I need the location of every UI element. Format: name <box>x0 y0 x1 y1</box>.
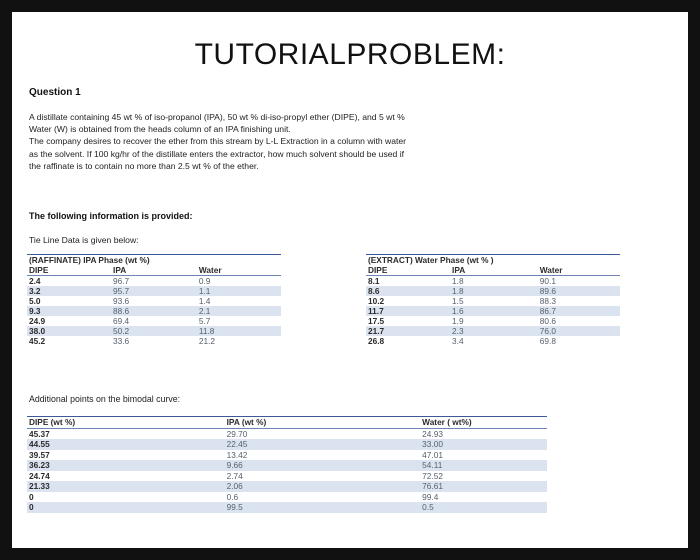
table-cell: 89.6 <box>538 286 620 296</box>
table-cell: 88.3 <box>539 296 556 306</box>
table-cell: 2.4 <box>29 276 41 286</box>
table-cell: 17.5 <box>368 316 385 326</box>
table-row <box>27 460 547 471</box>
table-row <box>27 276 281 287</box>
table-row <box>27 481 547 492</box>
table-caption: (RAFFINATE) IPA Phase (wt %) <box>27 255 281 266</box>
table-cell: 96.7 <box>113 276 130 286</box>
column-header: IPA (wt %) <box>225 417 421 429</box>
table-cell: 13.42 <box>226 449 248 460</box>
table-row <box>366 296 620 306</box>
table-cell: 2.06 <box>225 481 421 492</box>
table-row <box>27 296 281 306</box>
column-header: Water <box>538 265 620 276</box>
table-cell: 11.7 <box>366 306 450 316</box>
table-cell: 0.6 <box>226 491 239 502</box>
table-row <box>27 439 547 450</box>
table-row <box>27 316 281 326</box>
table-row <box>27 450 547 461</box>
table-cell: 2.74 <box>226 470 243 481</box>
table-row <box>27 286 281 296</box>
table-cell: 44.55 <box>27 439 225 450</box>
table-cell: 21.2 <box>198 336 216 346</box>
table-cell: 1.4 <box>198 296 211 306</box>
table-cell: 80.6 <box>539 316 556 326</box>
table-cell: 21.7 <box>366 326 450 336</box>
table-cell: 2.3 <box>450 326 538 336</box>
table-cell: 76.61 <box>420 481 547 492</box>
table-row <box>27 502 547 513</box>
problem-line: Water (W) is obtained from the heads column of an IPA finishing unit. <box>29 124 291 135</box>
table-cell: 45.37 <box>29 428 50 439</box>
table-row <box>27 428 547 439</box>
table-cell: 45.2 <box>29 336 46 346</box>
table-cell: 0.5 <box>420 502 547 513</box>
table-cell: 24.93 <box>422 428 443 439</box>
column-header: IPA <box>450 265 538 276</box>
table-cell: 50.2 <box>111 326 197 336</box>
table-row <box>27 336 281 346</box>
table-row <box>27 471 547 482</box>
column-header: IPA <box>111 265 197 276</box>
table-row <box>366 316 620 326</box>
table-cell: 11.8 <box>197 326 281 336</box>
table-cell: 29.70 <box>226 428 248 439</box>
table-cell: 33.6 <box>113 336 130 346</box>
table-cell: 3.2 <box>27 286 111 296</box>
table-caption: (EXTRACT) Water Phase (wt % ) <box>366 255 620 266</box>
table-row <box>366 286 620 296</box>
table-cell: 22.45 <box>225 439 421 450</box>
column-header: DIPE <box>366 265 450 276</box>
problem-line: the raffinate is to contain no more than 2.5 wt % of the ether. <box>29 160 259 171</box>
table-cell: 1.8 <box>452 276 464 286</box>
table-row <box>366 326 620 336</box>
table-cell: 54.11 <box>420 460 547 471</box>
table-cell: 8.6 <box>366 286 450 296</box>
table-cell: 90.1 <box>539 276 556 286</box>
table-cell: 5.7 <box>198 316 211 326</box>
table-cell: 8.1 <box>368 276 380 286</box>
table-cell: 3.4 <box>452 336 464 346</box>
table-cell: 26.8 <box>368 336 385 346</box>
table-cell: 86.7 <box>538 306 620 316</box>
table-cell: 9.66 <box>225 460 421 471</box>
column-header: Water ( wt%) <box>420 417 547 429</box>
column-header: Water <box>197 265 281 276</box>
column-header: DIPE (wt %) <box>27 417 225 429</box>
raffinate-table <box>27 254 281 346</box>
problem-statement <box>29 111 659 172</box>
table-row <box>366 336 620 346</box>
table-cell: 99.4 <box>422 491 439 502</box>
table-cell: 10.2 <box>368 296 385 306</box>
table-row <box>27 492 547 503</box>
question-heading: Question 1 <box>29 87 81 98</box>
table-cell: 38.0 <box>27 326 111 336</box>
table-cell: 88.6 <box>111 306 197 316</box>
problem-line: The company desires to recover the ether from this stream by L-L Extraction in a column with water <box>29 136 407 147</box>
table-cell: 1.9 <box>452 316 464 326</box>
problem-line: A distillate containing 45 wt % of iso-propanol (IPA), 50 wt % di-iso-propyl ether (DIPE), and 5 wt % <box>29 112 405 122</box>
table-cell: 1.5 <box>452 296 464 306</box>
table-row <box>366 306 620 316</box>
table-cell: 9.3 <box>27 306 111 316</box>
table-cell: 5.0 <box>29 296 41 306</box>
bimodal-label: Additional points on the bimodal curve: <box>29 394 181 404</box>
table-cell: 0 <box>27 502 225 513</box>
table-cell: 0.9 <box>198 276 211 286</box>
table-cell: 93.6 <box>113 296 130 306</box>
table-cell: 24.74 <box>29 470 50 481</box>
table-cell: 24.9 <box>29 316 46 326</box>
table-cell: 1.1 <box>197 286 281 296</box>
table-cell: 1.8 <box>450 286 538 296</box>
table-cell: 33.00 <box>420 439 547 450</box>
table-cell: 99.5 <box>225 502 421 513</box>
info-heading: The following information is provided: <box>29 211 193 221</box>
table-cell: 69.4 <box>113 316 130 326</box>
table-cell: 76.0 <box>538 326 620 336</box>
table-cell: 95.7 <box>111 286 197 296</box>
document-page <box>12 12 688 548</box>
table-cell: 72.52 <box>422 470 443 481</box>
table-cell: 2.1 <box>197 306 281 316</box>
table-row <box>366 276 620 287</box>
bimodal-table <box>27 416 547 513</box>
table-cell: 0 <box>29 491 34 502</box>
table-row <box>27 326 281 336</box>
problem-line: as the solvent. If 100 kg/hr of the distillate enters the extractor, how much solvent should be used if <box>29 148 404 159</box>
table-cell: 36.23 <box>27 460 225 471</box>
table-row <box>27 306 281 316</box>
table-cell: 39.57 <box>29 449 50 460</box>
table-cell: 1.6 <box>450 306 538 316</box>
extract-table <box>366 254 620 346</box>
page-title: TUTORIALPROBLEM: <box>194 38 506 71</box>
table-cell: 21.33 <box>27 481 225 492</box>
table-cell: 69.8 <box>539 336 556 346</box>
column-header: DIPE <box>27 265 111 276</box>
table-cell: 47.01 <box>422 449 443 460</box>
tie-line-label: Tie Line Data is given below: <box>29 235 139 245</box>
